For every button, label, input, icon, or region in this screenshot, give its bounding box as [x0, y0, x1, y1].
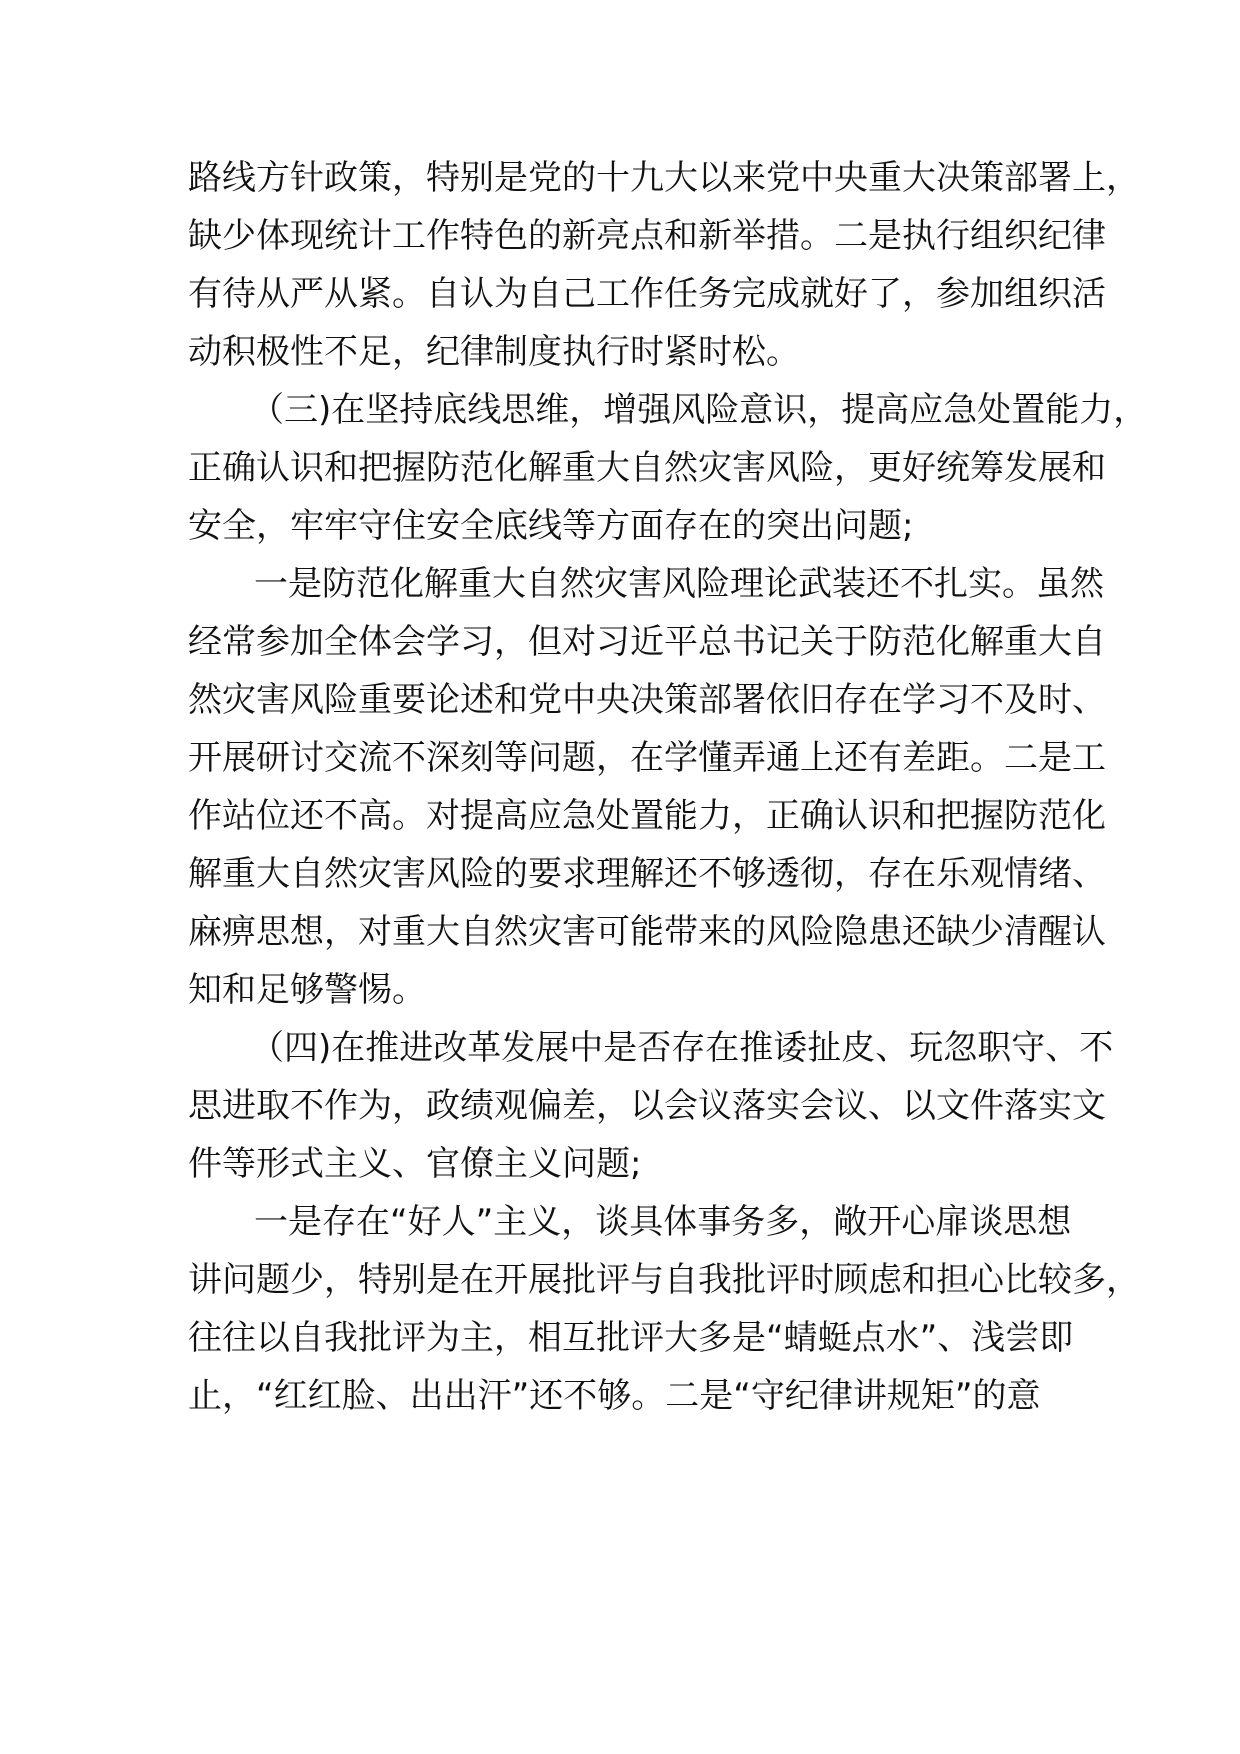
text-line: 麻痹思想，对重大自然灾害可能带来的风险隐患还缺少清醒认 [188, 912, 1106, 952]
text-line: 讲问题少，特别是在开展批评与自我批评时顾虑和担心比较多， [188, 1260, 1140, 1300]
text-line: 解重大自然灾害风险的要求理解还不够透彻，存在乐观情绪、 [188, 854, 1106, 894]
text-line: 正确认识和把握防范化解重大自然灾害风险，更好统筹发展和 [188, 448, 1106, 488]
paragraph-first-line: 一是存在“好人”主义，谈具体事务多，敞开心扉谈思想 [254, 1202, 1072, 1242]
text-line: 思进取不作为，政绩观偏差，以会议落实会议、以文件落实文 [188, 1086, 1106, 1126]
text-line: 安全，牢牢守住安全底线等方面存在的突出问题; [188, 506, 914, 546]
text-line: 缺少体现统计工作特色的新亮点和新举措。二是执行组织纪律 [188, 216, 1106, 256]
text-line: 往往以自我批评为主，相互批评大多是“蜻蜓点水”、浅尝即 [188, 1318, 1074, 1358]
text-line: 有待从严从紧。自认为自己工作任务完成就好了，参加组织活 [188, 274, 1106, 314]
text-line: 然灾害风险重要论述和党中央决策部署依旧存在学习不及时、 [188, 680, 1106, 720]
paragraph-first-line: 一是防范化解重大自然灾害风险理论武装还不扎实。虽然 [254, 564, 1104, 604]
text-line: 路线方针政策，特别是党的十九大以来党中央重大决策部署上， [188, 158, 1140, 198]
text-line: 止，“红红脸、出出汗”还不够。二是“守纪律讲规矩”的意 [188, 1376, 1041, 1416]
section-heading: （三)在坚持底线思维，增强风险意识，提高应急处置能力， [250, 390, 1148, 430]
text-line: 动积极性不足，纪律制度执行时紧时松。 [188, 332, 800, 372]
section-heading: （四)在推进改革发展中是否存在推诿扯皮、玩忽职守、不 [250, 1028, 1114, 1068]
text-line: 件等形式主义、官僚主义问题; [188, 1144, 642, 1184]
text-line: 经常参加全体会学习，但对习近平总书记关于防范化解重大自 [188, 622, 1106, 662]
text-line: 知和足够警惕。 [188, 970, 426, 1010]
text-line: 作站位还不高。对提高应急处置能力，正确认识和把握防范化 [188, 796, 1106, 836]
text-line: 开展研讨交流不深刻等问题，在学懂弄通上还有差距。二是工 [188, 738, 1106, 778]
